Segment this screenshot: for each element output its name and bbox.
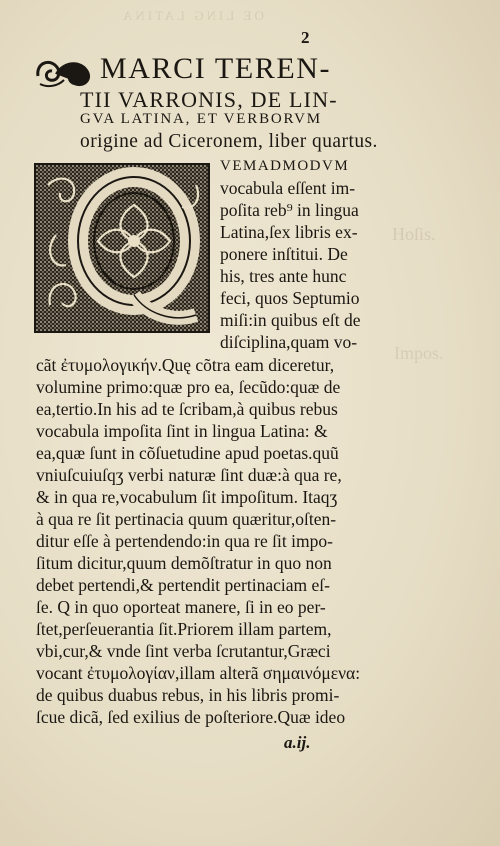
text-line: Latina,ſex libris ex- xyxy=(220,222,358,242)
title-line-4: origine ad Ciceronem, liber quartus. xyxy=(80,130,378,152)
text-line: ſe. Q in quo oporteat manere, ſi in eo per- xyxy=(36,597,326,617)
text-line: à qua re ſit pertinacia quum quæritur,oſten- xyxy=(36,509,337,529)
text-line: ſitum dicitur,quum demõſtratur in quo non xyxy=(36,553,332,573)
text-line: diſciplina,quam vo- xyxy=(220,332,358,352)
text-line: VEMADMODVM xyxy=(220,158,350,174)
text-line: ſtet,perſeuerantia ſit.Priorem illam partem, xyxy=(36,619,332,639)
text-line: vniuſcuiuſqʒ verbi naturæ ſint duæ:à qua re, xyxy=(36,465,342,485)
bleed-through-margin-note: Impos. xyxy=(394,343,444,363)
text-line: ponere inſtitui. De xyxy=(220,244,348,264)
bleed-through-margin-note: Hoſis. xyxy=(392,224,436,244)
title-line-3: GVA LATINA, ET VERBORVM xyxy=(80,111,322,127)
text-line: ſcue dicã, ſed exilius de poſteriore.Quæ ideo xyxy=(36,707,346,727)
text-line: poſita reb⁹ in lingua xyxy=(220,200,359,220)
text-line: de quibus duabus rebus, in his libris promi- xyxy=(36,685,340,705)
text-line: cãt ἐτυμολογικήν.Quę cõtra eam diceretur, xyxy=(36,355,335,375)
text-line: his, tres ante hunc xyxy=(220,266,347,286)
text-line: ea,tertio.In his ad te ſcribam,à quibus rebus xyxy=(36,399,338,419)
title-line-2: TII VARRONIS, DE LIN- xyxy=(80,87,338,112)
bleed-through-header: OE LING LATINA xyxy=(120,8,264,23)
fleuron-ornament-icon xyxy=(34,54,94,90)
text-line: miſi:in quibus eſt de xyxy=(220,310,361,330)
signature-mark: a.ij. xyxy=(284,733,311,752)
text-line: feci, quos Septumio xyxy=(220,288,360,308)
text-line: vocabula eſſent im- xyxy=(220,178,356,198)
text-line: ditur eſſe à pertendendo:in qua re ſit impo- xyxy=(36,531,333,551)
decorated-initial xyxy=(34,163,210,333)
decorated-initial-icon xyxy=(36,165,208,331)
text-line: vbi,cur,& vnde ſint verba ſcrutantur,Græci xyxy=(36,641,331,661)
text-line: debet pertendi,& pertendit pertinaciam eſ- xyxy=(36,575,330,595)
text-line: vocabula impoſita ſint in lingua Latina: & xyxy=(36,421,328,441)
text-line: & in qua re,vocabulum ſit impoſitum. Itaqʒ xyxy=(36,487,338,507)
page-number: 2 xyxy=(301,28,310,47)
text-line: vocant ἐτυμολογίαν,illam alterã σημαινόμενα: xyxy=(36,663,361,683)
title-line-1: MARCI TEREN- xyxy=(100,52,332,85)
text-line: ea,quæ ſunt in cõſuetudine apud poetas.quũ xyxy=(36,443,339,463)
text-line: volumine primo:quæ pro ea, ſecũdo:quæ de xyxy=(36,377,341,397)
